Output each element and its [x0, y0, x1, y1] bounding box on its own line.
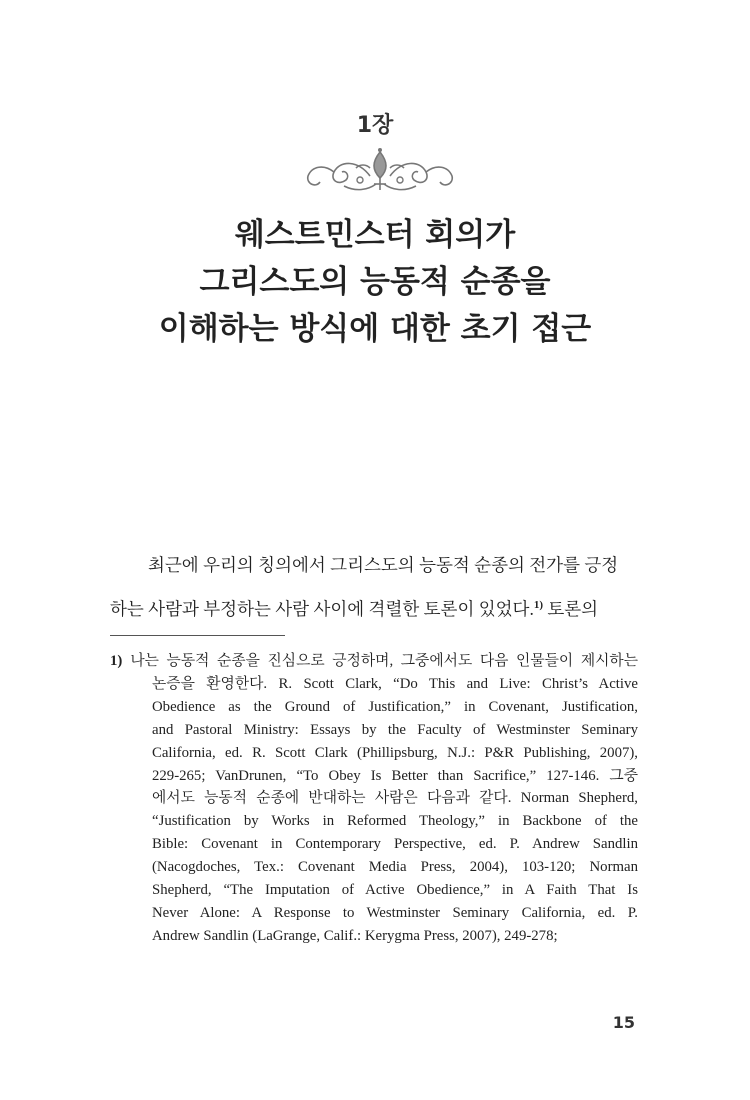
- footnote-line: Never Alone: A Response to Westminster Seminary California, ed. P.: [152, 904, 638, 921]
- footnote-line: 229-265; VanDrunen, “To Obey Is Better than Sacrifice,” 127-146. 그중: [152, 767, 638, 784]
- body-paragraph-line: [110, 596, 640, 621]
- footnote-number: 1): [110, 653, 123, 669]
- footnote-line: 1) 나는 능동적 순종을 진심으로 긍정하며, 그중에서도 다음 인물들이 제시하는: [110, 653, 638, 669]
- footnote-line: Andrew Sandlin (LaGrange, Calif.: Kerygma Press, 2007), 249-278;: [152, 927, 558, 944]
- footnote-line: 논증을 환영한다. R. Scott Clark, “Do This and Live: Christ’s Active: [152, 675, 638, 692]
- chapter-label: 1장: [356, 113, 394, 138]
- title-line: 이해하는 방식에 대한 초기 접근: [158, 311, 592, 347]
- footnote-line: (Nacogdoches, Tex.: Covenant Media Press, 2004), 103-120; Norman: [152, 859, 638, 876]
- title-line: 웨스트민스터 회의가: [234, 217, 516, 253]
- footnote-line: California, ed. R. Scott Clark (Phillipsburg, N.J.: P&R Publishing, 2007),: [152, 744, 638, 761]
- footnote-line: 에서도 능동적 순종에 반대하는 사람은 다음과 같다. Norman Shepherd,: [152, 790, 638, 807]
- title-line: 그리스도의 능동적 순종을: [199, 264, 551, 300]
- footnote-reference[interactable]: 1): [533, 599, 543, 612]
- body-paragraph-line: 최근에 우리의 칭의에서 그리스도의 능동적 순종의 전가를 긍정: [148, 555, 619, 575]
- footnote-line: Shepherd, “The Imputation of Active Obedience,” in A Faith That Is: [152, 882, 638, 899]
- page-number: 15: [612, 1013, 635, 1032]
- footnote-line: Obedience as the Ground of Justification,” in Covenant, Justification,: [152, 698, 638, 715]
- footnote-line: Bible: Covenant in Contemporary Perspective, ed. P. Andrew Sandlin: [152, 836, 638, 853]
- body-text: 하는 사람과 부정하는 사람 사이에 격렬한 토론이 있었다.: [110, 599, 534, 619]
- footnote-line: and Pastoral Ministry: Essays by the Faculty of Westminster Seminary: [152, 721, 638, 738]
- footnote-divider: [110, 635, 285, 636]
- footnote: [110, 650, 638, 948]
- body-text: 토론의: [543, 599, 599, 619]
- flourish-ornament-icon: [300, 146, 460, 194]
- footnote-line: “Justification by Works in Reformed Theology,” in Backbone of the: [152, 813, 638, 830]
- chapter-title: [0, 212, 750, 353]
